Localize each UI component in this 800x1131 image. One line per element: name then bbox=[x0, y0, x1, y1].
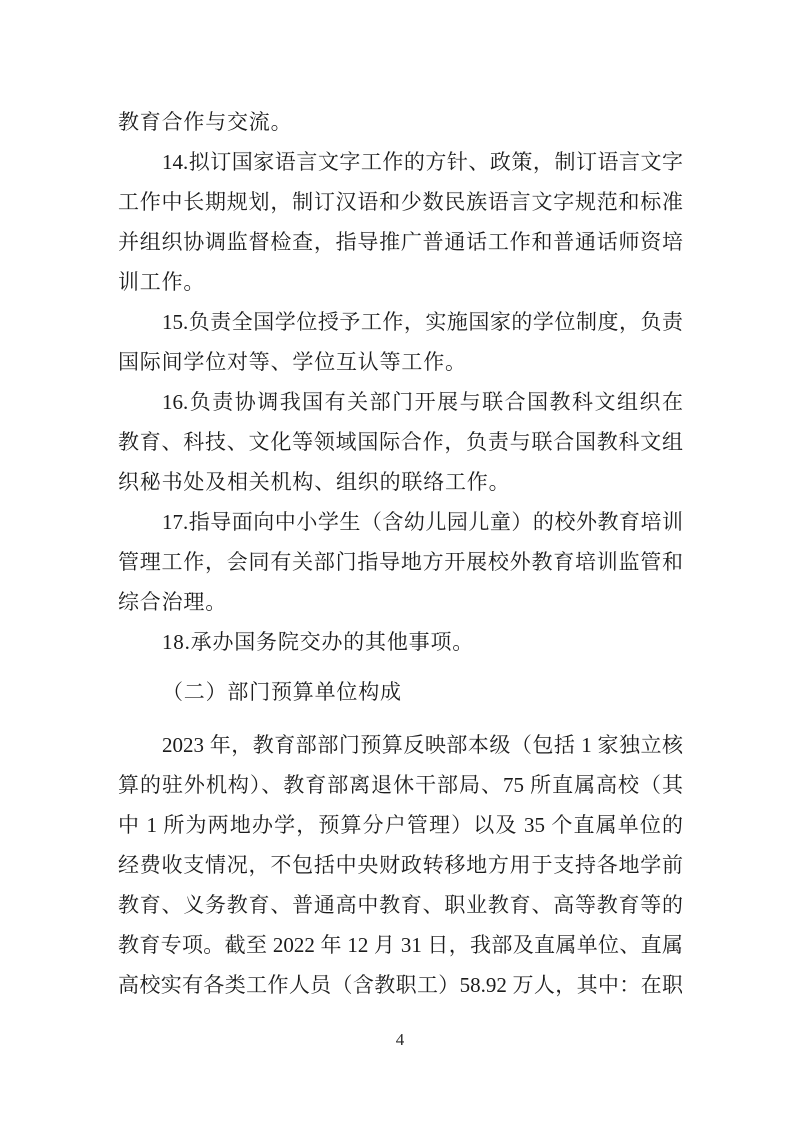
text-line: 织秘书处及相关机构、组织的联络工作。 bbox=[118, 470, 511, 494]
text-line: 综合治理。 bbox=[118, 590, 227, 614]
section-heading: （二）部门预算单位构成 bbox=[162, 680, 402, 704]
text-line: 国际间学位对等、学位互认等工作。 bbox=[118, 350, 467, 374]
text-line: 2023 年，教育部部门预算反映部本级（包括 1 家独立核 bbox=[162, 733, 683, 757]
text-line: 18.承办国务院交办的其他事项。 bbox=[162, 630, 475, 654]
text-line: 教育、义务教育、普通高中教育、职业教育、高等教育等的 bbox=[118, 893, 683, 917]
text-line: 训工作。 bbox=[118, 270, 206, 294]
text-line: 17.指导面向中小学生（含幼儿园儿童）的校外教育培训 bbox=[162, 510, 683, 534]
text-line: 并组织协调监督检查，指导推广普通话工作和普通话师资培 bbox=[118, 230, 683, 254]
page-number: 4 bbox=[395, 1030, 405, 1049]
text-line: 教育、科技、文化等领域国际合作，负责与联合国教科文组 bbox=[118, 430, 683, 454]
text-line: 算的驻外机构）、教育部离退休干部局、75 所直属高校（其 bbox=[118, 773, 683, 797]
text-line: 工作中长期规划，制订汉语和少数民族语言文字规范和标准 bbox=[118, 190, 683, 214]
text-line: 教育合作与交流。 bbox=[118, 110, 293, 134]
text-line: 管理工作，会同有关部门指导地方开展校外教育培训监管和 bbox=[118, 550, 683, 574]
text-line: 中 1 所为两地办学，预算分户管理）以及 35 个直属单位的 bbox=[118, 813, 683, 837]
text-line: 高校实有各类工作人员（含教职工）58.92 万人，其中：在职 bbox=[118, 973, 683, 997]
page-body-text bbox=[118, 102, 683, 1005]
text-line: 15.负责全国学位授予工作，实施国家的学位制度，负责 bbox=[162, 310, 683, 334]
text-line: 16.负责协调我国有关部门开展与联合国教科文组织在 bbox=[162, 390, 683, 414]
text-line: 经费收支情况，不包括中央财政转移地方用于支持各地学前 bbox=[118, 853, 683, 877]
text-line: 教育专项。截至 2022 年 12 月 31 日，我部及直属单位、直属 bbox=[118, 933, 683, 957]
text-line: 14.拟订国家语言文字工作的方针、政策，制订语言文字 bbox=[162, 150, 683, 174]
